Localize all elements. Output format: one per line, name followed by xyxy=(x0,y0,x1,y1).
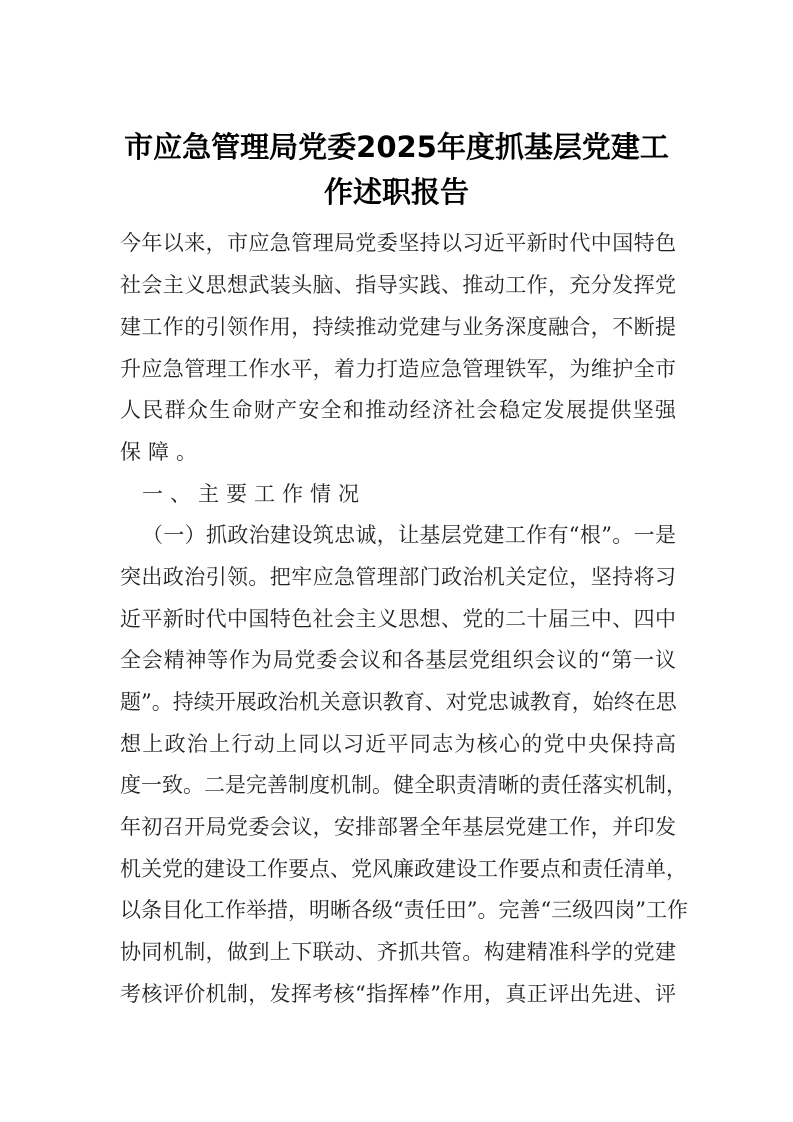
text-line: 保障。 xyxy=(120,440,204,464)
text-line: 近平新时代中国特色社会主义思想、党的二十届三中、四中 xyxy=(120,607,676,631)
text-line: 机关党的建设工作要点、党风廉政建设工作要点和责任清单， xyxy=(120,857,687,881)
section-heading: 一、主要工作情况 xyxy=(142,482,366,506)
text-line: 题”。持续开展政治机关意识教育、对党忠诚教育，始终在思 xyxy=(120,690,677,714)
text-line: 社会主义思想武装头脑、指导实践、推动工作，充分发挥党 xyxy=(120,273,676,297)
text-line: 突出政治引领。把牢应急管理部门政治机关定位，坚持将习 xyxy=(120,565,676,589)
text-line: 考核评价机制，发挥考核“指挥棒”作用，真正评出先进、评 xyxy=(120,982,676,1006)
text-line: 以条目化工作举措，明晰各级“责任田”。完善“三级四岗”工作 xyxy=(120,898,688,922)
text-line: 人民群众生命财产安全和推动经济社会稳定发展提供坚强 xyxy=(120,398,676,422)
text-line: （一）抓政治建设筑忠诚，让基层党建工作有“根”。一是 xyxy=(142,523,676,547)
text-line: 年初召开局党委会议，安排部署全年基层党建工作，并印发 xyxy=(120,815,676,839)
text-line: 全会精神等作为局党委会议和各基层党组织会议的“第一议 xyxy=(120,648,676,672)
text-line: 今年以来，市应急管理局党委坚持以习近平新时代中国特色 xyxy=(120,231,676,255)
text-line: 协同机制，做到上下联动、齐抓共管。构建精准科学的党建 xyxy=(120,940,676,964)
text-line: 建工作的引领作用，持续推动党建与业务深度融合，不断提 xyxy=(120,315,676,339)
text-line: 想上政治上行动上同以习近平同志为核心的党中央保持高 xyxy=(120,732,676,756)
document-title-line-2: 作述职报告 xyxy=(323,175,469,209)
document-title-line-1: 市应急管理局党委2025年度抓基层党建工 xyxy=(124,130,669,164)
text-line: 升应急管理工作水平，着力打造应急管理铁军，为维护全市 xyxy=(120,357,676,381)
text-line: 度一致。二是完善制度机制。健全职责清晰的责任落实机制， xyxy=(120,773,687,797)
